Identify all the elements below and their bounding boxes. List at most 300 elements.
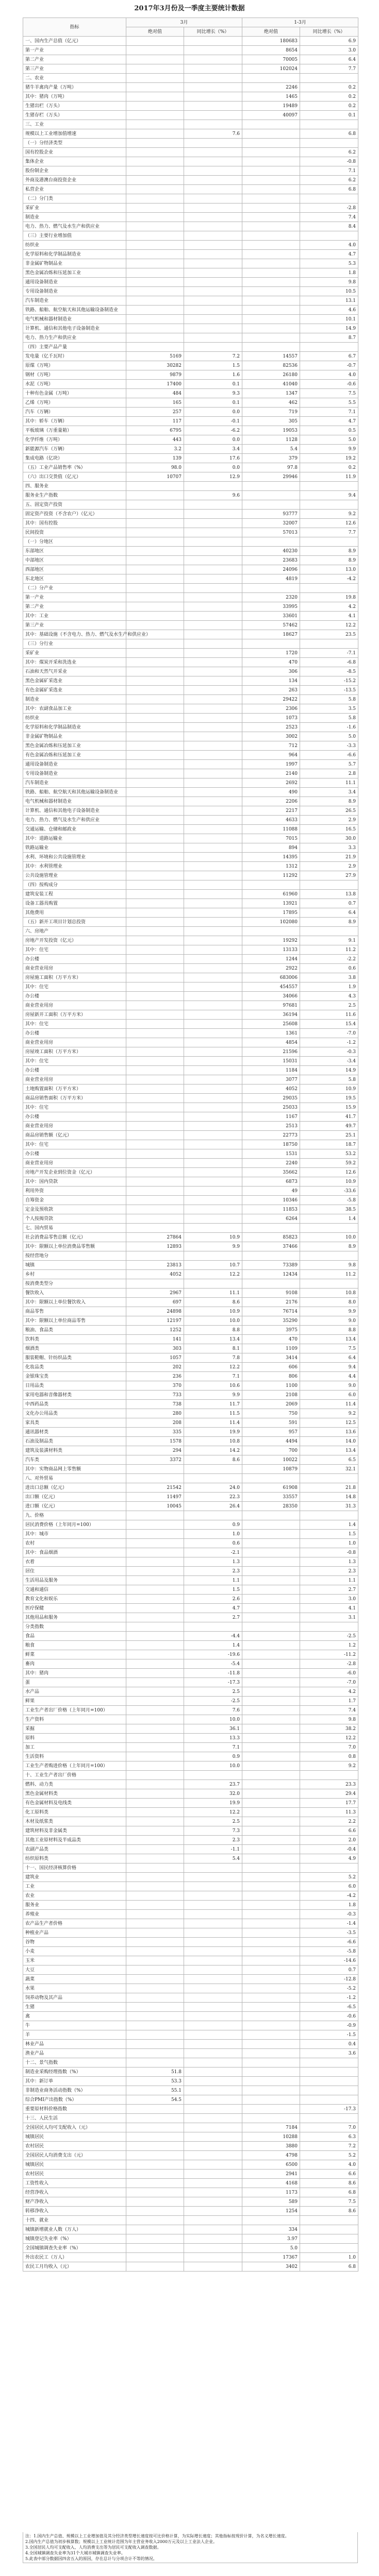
month-yoy <box>184 2225 242 2234</box>
row-indicator: 第一产业 <box>23 46 126 55</box>
table-row <box>23 361 358 370</box>
row-indicator: 其中：国有控股 <box>23 519 126 528</box>
month-value <box>126 955 184 964</box>
cum-yoy: 6.9 <box>300 37 358 46</box>
row-indicator: 牛 <box>23 2021 126 2030</box>
cum-value <box>242 2040 300 2049</box>
row-indicator: 办公楼 <box>23 992 126 1001</box>
cum-yoy: -0.6 <box>300 2012 358 2021</box>
month-yoy <box>184 204 242 213</box>
month-value <box>126 658 184 667</box>
table-row <box>23 964 358 973</box>
table-row <box>23 445 358 454</box>
month-value <box>126 1177 184 1187</box>
row-indicator: 生猪存栏（万头） <box>23 111 126 120</box>
row-indicator: 房屋新开工面积（万平方米） <box>23 1010 126 1020</box>
month-yoy: 22.3 <box>184 1493 242 1502</box>
row-indicator: 其中：城市 <box>23 1530 126 1539</box>
month-yoy: -2.1 <box>184 1548 242 1557</box>
row-indicator: 建筑安装工程 <box>23 890 126 899</box>
cum-yoy <box>300 1251 358 1261</box>
cum-yoy: 21.9 <box>300 853 358 862</box>
row-indicator: 纺织原料类 <box>23 1854 126 1863</box>
cum-yoy: 5.2 <box>300 2151 358 2160</box>
cum-value <box>242 491 300 500</box>
row-indicator: 通讯器材类 <box>23 1428 126 1437</box>
table-row <box>23 1965 358 1975</box>
cum-value: 4168 <box>242 2179 300 2188</box>
month-yoy: 0.0 <box>184 408 242 417</box>
cum-value <box>242 1808 300 1817</box>
cum-yoy: 6.7 <box>300 352 358 361</box>
cum-yoy: -6.6 <box>300 1938 358 1947</box>
row-indicator: 居住 <box>23 1567 126 1576</box>
month-yoy: 9.3 <box>184 389 242 398</box>
table-header <box>23 18 358 37</box>
cum-value: 2523 <box>242 723 300 732</box>
cum-yoy: 13.0 <box>300 565 358 574</box>
cum-value <box>242 204 300 213</box>
month-yoy <box>184 2077 242 2086</box>
row-indicator: 家用电器和音像器材类 <box>23 1391 126 1400</box>
row-indicator: 工资性收入 <box>23 2179 126 2188</box>
row-indicator: 十二、景气指数 <box>23 2058 126 2067</box>
table-row <box>23 1010 358 1020</box>
cum-yoy: 6.4 <box>300 908 358 918</box>
month-value <box>126 537 184 547</box>
row-indicator: 计算机、通信和其他电子设备制造业 <box>23 806 126 816</box>
cum-yoy: 6.8 <box>300 185 358 194</box>
cum-value: 10879 <box>242 1465 300 1474</box>
month-value <box>126 1743 184 1752</box>
row-indicator: 日用品类 <box>23 1381 126 1391</box>
month-yoy <box>184 2197 242 2207</box>
cum-value <box>242 222 300 231</box>
table-row <box>23 1604 358 1613</box>
month-value <box>126 843 184 853</box>
cum-yoy: 1.9 <box>300 982 358 992</box>
row-indicator: 小麦 <box>23 1947 126 1956</box>
month-yoy <box>184 649 242 658</box>
cum-yoy: 1.8 <box>300 1901 358 1910</box>
row-indicator: 有色金属材料及电线类 <box>23 1799 126 1808</box>
row-indicator: 平板玻璃（万重量箱） <box>23 426 126 435</box>
row-indicator: 外出农民工（万人） <box>23 2253 126 2262</box>
table-row <box>23 324 358 333</box>
row-indicator: 其中：住宅 <box>23 945 126 955</box>
table-row <box>23 287 358 296</box>
cum-yoy: 13.6 <box>300 1428 358 1437</box>
month-yoy <box>184 639 242 649</box>
month-value <box>126 37 184 46</box>
table-row <box>23 1761 358 1771</box>
month-value <box>126 1641 184 1650</box>
month-value <box>126 1780 184 1789</box>
cum-value: 13921 <box>242 899 300 908</box>
month-value <box>126 2197 184 2207</box>
cum-value: 6264 <box>242 1214 300 1224</box>
month-yoy <box>184 825 242 834</box>
month-yoy: -17.3 <box>184 1678 242 1687</box>
row-indicator: 水利、环境和公共设施管理业 <box>23 853 126 862</box>
cum-value <box>242 1761 300 1771</box>
row-indicator: 十三、人民生活 <box>23 2114 126 2123</box>
row-indicator: （四）主要产品产量 <box>23 343 126 352</box>
month-yoy: 10.0 <box>184 1316 242 1326</box>
row-indicator: 集体企业 <box>23 157 126 166</box>
table-row <box>23 176 358 185</box>
month-yoy <box>184 2132 242 2142</box>
row-indicator: 设备工器具购置 <box>23 899 126 908</box>
cum-value <box>242 1539 300 1548</box>
cum-yoy: 14.8 <box>300 1493 358 1502</box>
month-value: 12893 <box>126 1242 184 1251</box>
cum-yoy: 19.8 <box>300 593 358 602</box>
month-yoy <box>184 1084 242 1094</box>
cum-value <box>242 1938 300 1947</box>
table-row <box>23 788 358 797</box>
row-indicator: 纺织业 <box>23 714 126 723</box>
cum-value: 1361 <box>242 1029 300 1038</box>
month-yoy <box>184 973 242 982</box>
month-value <box>126 2123 184 2132</box>
month-yoy <box>184 788 242 797</box>
cum-yoy: 0.2 <box>300 92 358 101</box>
table-row <box>23 2151 358 2160</box>
table-row <box>23 1984 358 1993</box>
row-indicator: 按消费类型分 <box>23 1279 126 1289</box>
cum-value: 93777 <box>242 510 300 519</box>
month-value <box>126 278 184 287</box>
table-row <box>23 621 358 630</box>
cum-yoy: 7.2 <box>300 2142 358 2151</box>
row-indicator: 铁路、船舶、航空航天和其他运输设备制造业 <box>23 306 126 315</box>
cum-value <box>242 1557 300 1567</box>
cum-yoy: 4.7 <box>300 250 358 259</box>
month-value <box>126 1103 184 1112</box>
cum-value: 2692 <box>242 778 300 788</box>
table-row <box>23 231 358 241</box>
cum-yoy: 1.7 <box>300 1697 358 1706</box>
row-indicator: 采矿业 <box>23 204 126 213</box>
month-yoy <box>184 2253 242 2262</box>
month-value <box>126 1632 184 1641</box>
cum-value: 2069 <box>242 1400 300 1409</box>
cum-yoy: 16.5 <box>300 825 358 834</box>
row-indicator: 财产净收入 <box>23 2197 126 2207</box>
month-value <box>126 927 184 936</box>
cum-value <box>242 176 300 185</box>
cum-value <box>242 129 300 139</box>
row-indicator: 汽车（万辆） <box>23 408 126 417</box>
row-indicator: 其中：住宅 <box>23 982 126 992</box>
row-indicator: 商业营业用房 <box>23 1122 126 1131</box>
table-row <box>23 2105 358 2114</box>
month-yoy: 2.7 <box>184 1613 242 1622</box>
cum-value: 712 <box>242 741 300 751</box>
month-value <box>126 769 184 778</box>
row-indicator: 城镇登记失业率（%） <box>23 2234 126 2244</box>
cum-value: 23683 <box>242 556 300 565</box>
month-value <box>126 2142 184 2151</box>
table-row <box>23 454 358 463</box>
cum-yoy: 7.4 <box>300 1706 358 1715</box>
cum-yoy: 4.7 <box>300 417 358 426</box>
month-value <box>126 834 184 843</box>
row-indicator: 房地产开发企业到位资金（亿元） <box>23 1168 126 1177</box>
cum-value <box>242 1910 300 1919</box>
row-indicator: 蛋 <box>23 1678 126 1687</box>
table-row <box>23 927 358 936</box>
row-indicator: 十一、国民经济核算价格 <box>23 1863 126 1873</box>
cum-yoy: 7.7 <box>300 64 358 74</box>
table-row <box>23 2003 358 2012</box>
row-indicator: 第一产业 <box>23 593 126 602</box>
row-indicator: 生猪 <box>23 2003 126 2012</box>
table-row <box>23 1381 358 1391</box>
table-row <box>23 862 358 871</box>
month-yoy <box>184 574 242 584</box>
cum-value <box>242 1632 300 1641</box>
month-yoy <box>184 1511 242 1520</box>
month-yoy: 9.9 <box>184 1242 242 1251</box>
table-row <box>23 2012 358 2021</box>
month-yoy <box>184 714 242 723</box>
cum-yoy: -3.5 <box>300 1928 358 1938</box>
row-indicator: 个人按揭贷款 <box>23 1214 126 1224</box>
cum-value <box>242 1901 300 1910</box>
cum-yoy: 10.9 <box>300 1084 358 1094</box>
month-value <box>126 676 184 686</box>
month-yoy: -2.5 <box>184 1697 242 1706</box>
month-yoy: 9.6 <box>184 491 242 500</box>
month-value <box>126 1873 184 1882</box>
month-value <box>126 1465 184 1474</box>
month-value <box>126 2225 184 2234</box>
month-yoy <box>184 704 242 714</box>
month-yoy: 2.5 <box>184 1687 242 1697</box>
month-value <box>126 101 184 111</box>
table-row <box>23 760 358 769</box>
row-indicator: 东北地区 <box>23 574 126 584</box>
table-row <box>23 936 358 945</box>
month-yoy: 24.0 <box>184 1483 242 1493</box>
table-row <box>23 343 358 352</box>
row-indicator: 原煤（万吨） <box>23 361 126 370</box>
row-indicator: 其中：住宅 <box>23 1020 126 1029</box>
cum-value: 11088 <box>242 825 300 834</box>
table-row <box>23 825 358 834</box>
cum-value: 683006 <box>242 973 300 982</box>
cum-value <box>242 2067 300 2077</box>
table-row <box>23 482 358 491</box>
table-row <box>23 1224 358 1233</box>
table-row <box>23 574 358 584</box>
table-row <box>23 537 358 547</box>
row-indicator: 东部地区 <box>23 547 126 556</box>
row-indicator: 其中：基础设施（不含电力、热力、燃气及水生产和供应业） <box>23 630 126 639</box>
cum-value: 180683 <box>242 37 300 46</box>
cum-value: 32007 <box>242 519 300 528</box>
table-row <box>23 2253 358 2262</box>
month-value <box>126 2114 184 2123</box>
row-indicator: 化学原料和化学制品制造业 <box>23 250 126 259</box>
cum-yoy: 11.4 <box>300 1400 358 1409</box>
month-yoy <box>184 296 242 306</box>
cum-value <box>242 1817 300 1826</box>
cum-value <box>242 1928 300 1938</box>
row-indicator: 全国城镇调查失业率（%） <box>23 2244 126 2253</box>
cum-yoy: 9.8 <box>300 1715 358 1724</box>
cum-value: 4819 <box>242 574 300 584</box>
month-value <box>126 259 184 268</box>
row-indicator: 其中：住宅 <box>23 1057 126 1066</box>
month-value <box>126 1585 184 1595</box>
month-yoy <box>184 2123 242 2132</box>
row-indicator: 西部地区 <box>23 565 126 574</box>
month-yoy <box>184 259 242 268</box>
cum-value <box>242 213 300 222</box>
month-yoy <box>184 1094 242 1103</box>
month-value <box>126 2021 184 2030</box>
row-indicator: 生活用品及服务 <box>23 1576 126 1585</box>
month-yoy: 23.7 <box>184 1780 242 1789</box>
cum-value: 41040 <box>242 380 300 389</box>
month-value <box>126 1576 184 1585</box>
row-indicator: 有色金属冶炼和压延加工业 <box>23 751 126 760</box>
cum-yoy <box>300 880 358 890</box>
cum-yoy <box>300 2095 358 2105</box>
month-yoy <box>184 806 242 816</box>
table-row <box>23 778 358 788</box>
month-value: 21542 <box>126 1483 184 1493</box>
month-value <box>126 686 184 695</box>
month-yoy <box>184 732 242 741</box>
table-row <box>23 2030 358 2040</box>
month-value <box>126 862 184 871</box>
month-yoy <box>184 899 242 908</box>
month-yoy <box>184 1251 242 1261</box>
table-row <box>23 1520 358 1530</box>
cum-value <box>242 185 300 194</box>
month-yoy <box>184 1984 242 1993</box>
cum-value: 3.97 <box>242 2234 300 2244</box>
cum-yoy: 7.1 <box>300 408 358 417</box>
cum-yoy: 53.2 <box>300 1149 358 1159</box>
table-row <box>23 908 358 918</box>
month-value <box>126 491 184 500</box>
month-yoy <box>184 2207 242 2216</box>
table-row <box>23 1975 358 1984</box>
cum-yoy: -1.2 <box>300 1038 358 1047</box>
cum-yoy: 8.9 <box>300 547 358 556</box>
month-yoy <box>184 1149 242 1159</box>
row-indicator: 畜肉 <box>23 1659 126 1669</box>
table-row <box>23 1919 358 1928</box>
month-value <box>126 964 184 973</box>
table-row <box>23 1891 358 1901</box>
cum-yoy: 9.0 <box>300 1316 358 1326</box>
table-row <box>23 843 358 853</box>
table-row <box>23 380 358 389</box>
month-value <box>126 1761 184 1771</box>
cum-yoy: 13.8 <box>300 890 358 899</box>
cum-value <box>242 1975 300 1984</box>
month-value: 4052 <box>126 1270 184 1279</box>
row-indicator: 第二产业 <box>23 602 126 612</box>
month-yoy <box>184 760 242 769</box>
month-yoy <box>184 936 242 945</box>
month-value <box>126 649 184 658</box>
month-value: 30282 <box>126 361 184 370</box>
month-value <box>126 1901 184 1910</box>
month-yoy <box>184 46 242 55</box>
table-row <box>23 435 358 445</box>
month-yoy: 0.9 <box>184 1752 242 1761</box>
table-row <box>23 1168 358 1177</box>
month-value: 1578 <box>126 1437 184 1446</box>
row-indicator: 进口额（亿元） <box>23 1502 126 1511</box>
month-yoy <box>184 1863 242 1873</box>
cum-value <box>242 1678 300 1687</box>
month-value: 9879 <box>126 370 184 380</box>
month-value <box>126 1548 184 1557</box>
month-yoy <box>184 500 242 510</box>
row-indicator: 十四、就业 <box>23 2216 126 2225</box>
table-row <box>23 955 358 964</box>
cum-value: 3402 <box>242 2262 300 2272</box>
table-row <box>23 1316 358 1326</box>
month-yoy <box>184 853 242 862</box>
month-value <box>126 2216 184 2225</box>
cum-value: 1109 <box>242 1344 300 1353</box>
month-value <box>126 111 184 120</box>
row-indicator: 其中：道路运输业 <box>23 834 126 843</box>
cum-value: 1244 <box>242 955 300 964</box>
cum-yoy: 7.0 <box>300 1743 358 1752</box>
cum-value: 7015 <box>242 834 300 843</box>
table-row <box>23 2132 358 2142</box>
month-yoy <box>184 1622 242 1632</box>
table-row <box>23 1826 358 1836</box>
cum-value: 379 <box>242 454 300 463</box>
table-row <box>23 676 358 686</box>
cum-yoy: 13.4 <box>300 1446 358 1455</box>
table-row <box>23 1428 358 1437</box>
row-indicator: 石油及制品类 <box>23 1437 126 1446</box>
month-value <box>126 1187 184 1196</box>
cum-yoy: 1.1 <box>300 1576 358 1585</box>
table-row <box>23 1344 358 1353</box>
month-value <box>126 1965 184 1975</box>
month-value <box>126 602 184 612</box>
row-indicator: 金银珠宝类 <box>23 1372 126 1381</box>
row-indicator: （六）出口交货值（亿元） <box>23 472 126 482</box>
row-indicator: 文化办公用品类 <box>23 1409 126 1418</box>
cum-yoy: 9.2 <box>300 510 358 519</box>
month-yoy <box>184 1020 242 1029</box>
table-row <box>23 1307 358 1316</box>
month-yoy <box>184 510 242 519</box>
table-row <box>23 1251 358 1261</box>
cum-yoy: -7.0 <box>300 1029 358 1038</box>
month-yoy <box>184 686 242 695</box>
month-value <box>126 1131 184 1140</box>
table-row <box>23 74 358 83</box>
cum-yoy: 9.4 <box>300 1363 358 1372</box>
header-cum-yoy: 同比增长（%） <box>300 27 358 37</box>
month-value <box>126 816 184 825</box>
